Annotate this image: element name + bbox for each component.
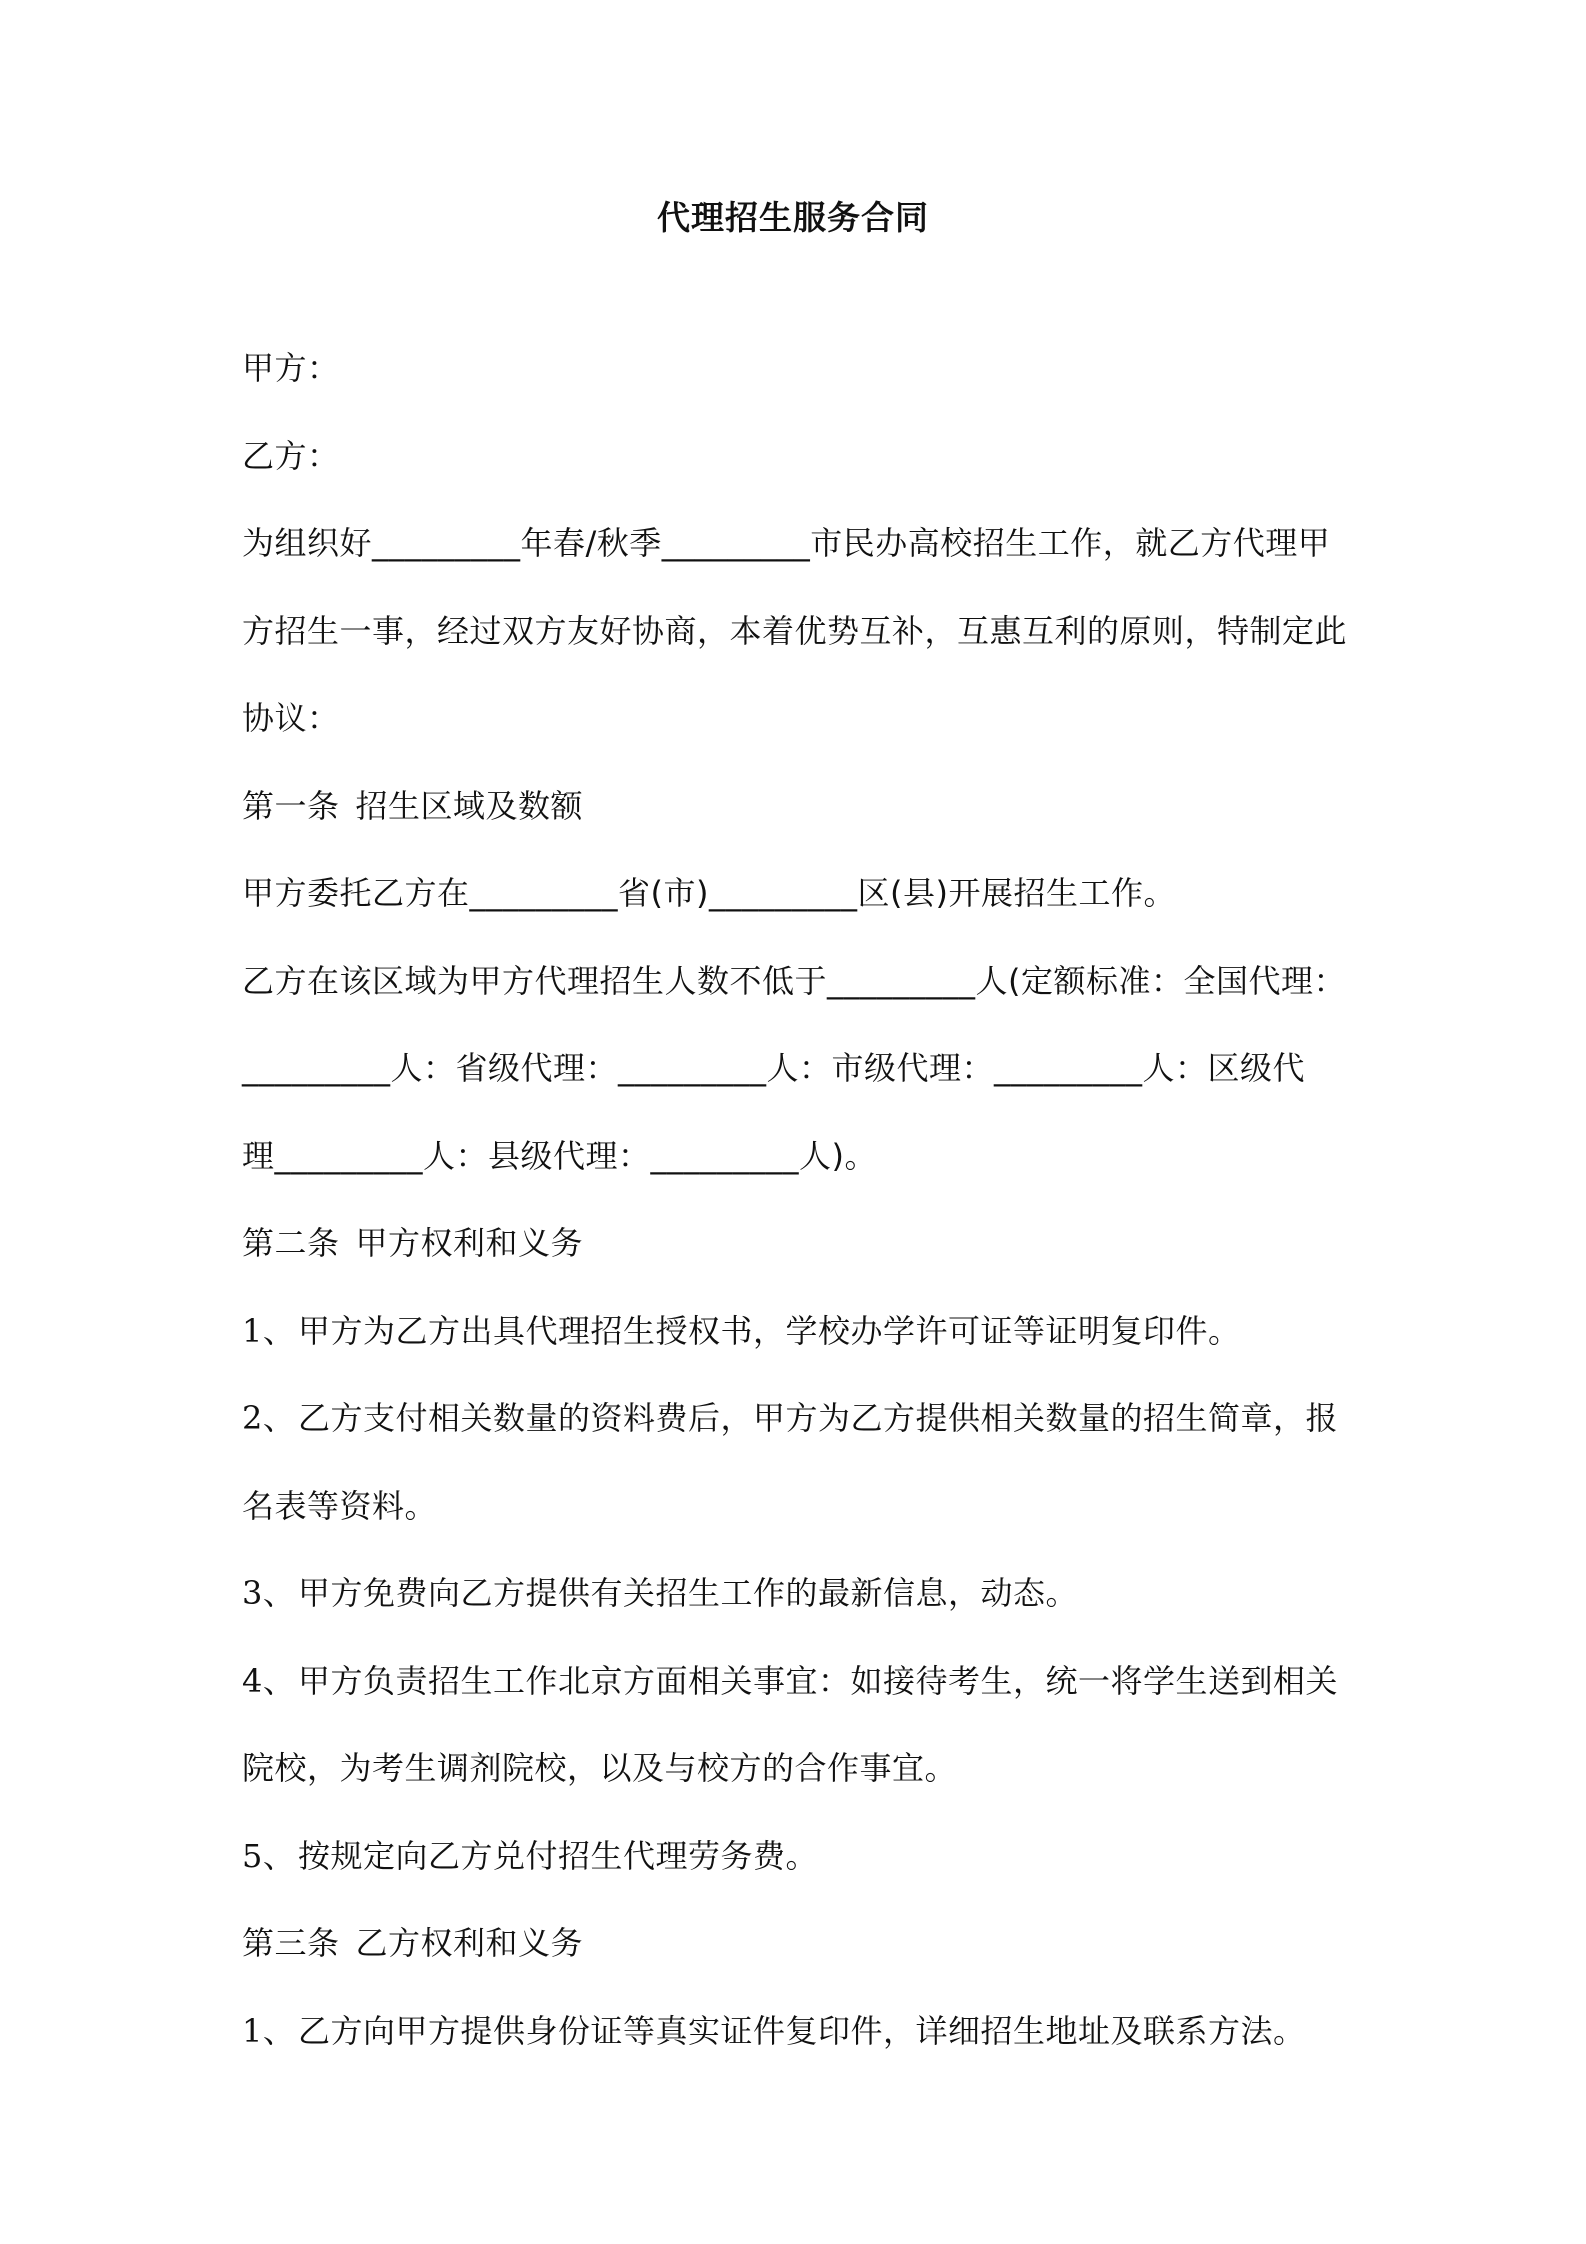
item-number: 2、 xyxy=(242,1399,296,1437)
numbered-item xyxy=(242,1832,1358,1920)
paragraph-line: 方招生一事，经过双方友好协商，本着优势互补，互惠互利的原则，特制定此 xyxy=(242,611,1348,650)
numbered-item xyxy=(242,1657,1358,1745)
paragraph-line: 协议： xyxy=(242,699,340,737)
article-title: 甲方权利和义务 xyxy=(355,1224,584,1262)
item-number: 1、 xyxy=(242,1311,296,1350)
item-text: 甲方免费向乙方提供有关招生工作的最新信息，动态。 xyxy=(298,1574,1079,1612)
article-label: 第三条 xyxy=(242,1924,340,1962)
article-heading xyxy=(242,1919,1358,2007)
paragraph-line: 乙方在该区域为甲方代理招生人数不低于_________人(定额标准：全国代理： xyxy=(242,961,1346,1000)
paragraph-line: 为组织好_________年春/秋季_________市民办高校招生工作，就乙方代理甲 xyxy=(242,524,1331,562)
article-title: 招生区域及数额 xyxy=(355,786,584,825)
article-label: 第一条 xyxy=(242,786,340,825)
article-label: 第二条 xyxy=(242,1224,340,1262)
item-number: 1、 xyxy=(242,2011,296,2050)
paragraph-line: 院校，为考生调剂院校，以及与校方的合作事宜。 xyxy=(242,1749,958,1787)
item-text: 乙方支付相关数量的资料费后，甲方为乙方提供相关数量的招生简章，报 xyxy=(298,1399,1339,1437)
item-number: 4、 xyxy=(242,1661,296,1700)
article-heading xyxy=(242,782,1358,870)
item-text: 乙方向甲方提供身份证等真实证件复印件，详细招生地址及联系方法。 xyxy=(298,2011,1306,2050)
paragraph-line: 理_________人：县级代理：_________人)。 xyxy=(242,1136,877,1175)
document-body xyxy=(242,344,1358,2094)
item-number: 3、 xyxy=(242,1574,296,1612)
item-text: 甲方负责招生工作北京方面相关事宜：如接待考生，统一将学生送到相关 xyxy=(298,1661,1339,1700)
item-number: 5、 xyxy=(242,1836,296,1875)
numbered-item xyxy=(242,2007,1358,2095)
paragraph-line: 甲方： xyxy=(242,349,340,387)
paragraph-line: 乙方： xyxy=(242,436,340,475)
paragraph-line: 名表等资料。 xyxy=(242,1486,438,1525)
numbered-item xyxy=(242,1307,1358,1395)
item-text: 按规定向乙方兑付招生代理劳务费。 xyxy=(298,1836,819,1875)
article-heading xyxy=(242,1219,1358,1307)
item-text: 甲方为乙方出具代理招生授权书，学校办学许可证等证明复印件。 xyxy=(298,1311,1241,1350)
numbered-item xyxy=(242,1394,1358,1482)
document-title: 代理招生服务合同 xyxy=(657,198,929,237)
numbered-item xyxy=(242,1569,1358,1657)
paragraph-line: 甲方委托乙方在_________省(市)_________区(县)开展招生工作。 xyxy=(242,874,1176,912)
paragraph-line: _________人：省级代理：_________人：市级代理：_________人：区级代 xyxy=(242,1049,1306,1087)
article-title: 乙方权利和义务 xyxy=(355,1924,584,1962)
